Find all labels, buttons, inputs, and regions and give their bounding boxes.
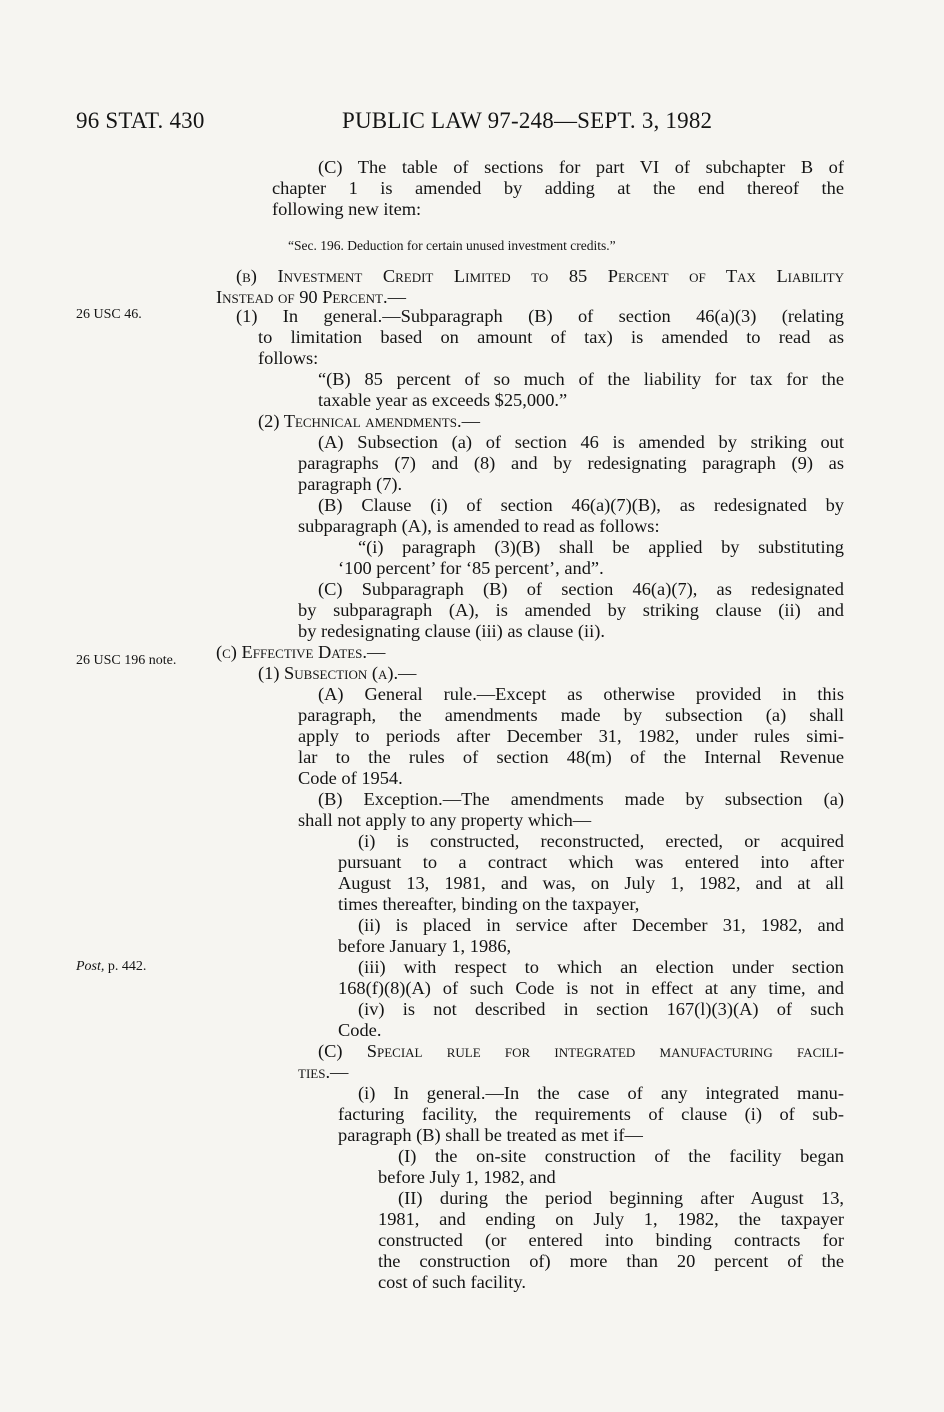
margin-citation-26-usc-196-note: 26 USC 196 note.	[76, 653, 177, 668]
text-line: (C) The table of sections for part VI of subchapter B of	[318, 157, 844, 177]
text-line: cost of such facility.	[378, 1272, 526, 1292]
text-line: 168(f)(8)(A) of such Code is not in effect at any time, and	[338, 978, 844, 998]
text-line: before July 1, 1982, and	[378, 1167, 556, 1187]
text-line: to limitation based on amount of tax) is amended to read as	[258, 327, 844, 347]
text-line: (I) the on-site construction of the facility began	[398, 1146, 844, 1166]
subparagraph-heading: ties.—	[298, 1062, 349, 1082]
text-line: Code of 1954.	[298, 768, 403, 788]
text-line: (B) Clause (i) of section 46(a)(7)(B), as redesignated by	[318, 495, 844, 515]
quoted-text-line: “(i) paragraph (3)(B) shall be applied by substituting	[358, 537, 844, 557]
text-line: (B) Exception.—The amendments made by subsection (a)	[318, 789, 844, 809]
text-line: (iii) with respect to which an election under section	[358, 957, 844, 977]
quoted-text-line: ‘100 percent’ for ‘85 percent’, and”.	[338, 558, 604, 578]
text-line: subparagraph (A), is amended to read as follows:	[298, 516, 660, 536]
text-line: (A) Subsection (a) of section 46 is amended by striking out	[318, 432, 844, 452]
quoted-text-line: taxable year as exceeds $25,000.”	[318, 390, 568, 410]
page-number-header: 96 STAT. 430	[76, 108, 205, 133]
subsection-heading: (c) Effective Dates.—	[216, 642, 386, 662]
text-line: paragraphs (7) and (8) and by redesignating paragraph (9) as	[298, 453, 844, 473]
text-line: (C) Subparagraph (B) of section 46(a)(7), as redesignated	[318, 579, 844, 599]
text-line: paragraph (B) shall be treated as met if—	[338, 1125, 643, 1145]
text-line: (i) is constructed, reconstructed, erected, or acquired	[358, 831, 844, 851]
running-title-header: PUBLIC LAW 97-248—SEPT. 3, 1982	[342, 108, 713, 133]
text-line: before January 1, 1986,	[338, 936, 512, 956]
text-line: paragraph (7).	[298, 474, 403, 494]
text-line: August 13, 1981, and was, on July 1, 1982, and at all	[338, 873, 844, 893]
margin-citation-italic: Post,	[76, 959, 105, 974]
subsection-heading: Instead of 90 Percent.—	[216, 287, 406, 307]
text-line: (1) In general.—Subparagraph (B) of section 46(a)(3) (relating	[236, 306, 844, 326]
text-line: following new item:	[272, 199, 422, 219]
margin-citation-26-usc-46: 26 USC 46.	[76, 307, 142, 322]
text-line: (A) General rule.—Except as otherwise provided in this	[318, 684, 844, 704]
paragraph-heading: (1) Subsection (a).—	[258, 663, 417, 683]
text-line: (II) during the period beginning after August 13,	[398, 1188, 844, 1208]
text-line: times thereafter, binding on the taxpayer,	[338, 894, 640, 914]
text-line: paragraph, the amendments made by subsection (a) shall	[298, 705, 844, 725]
text-line: (iv) is not described in section 167(l)(3)(A) of such	[358, 999, 844, 1019]
text-line: shall not apply to any property which—	[298, 810, 592, 830]
text-line: Code.	[338, 1020, 382, 1040]
text-line: constructed (or entered into binding contracts for	[378, 1230, 844, 1250]
text-line: lar to the rules of section 48(m) of the Internal Revenue	[298, 747, 844, 767]
subparagraph-heading: (C) Special rule for integrated manufacturing facili-	[318, 1041, 844, 1061]
paragraph-heading: (2) Technical amendments.—	[258, 411, 480, 431]
text-line: (ii) is placed in service after December 31, 1982, and	[358, 915, 844, 935]
margin-citation-rest: p. 442.	[104, 959, 147, 974]
text-line: apply to periods after December 31, 1982, under rules simi-	[298, 726, 844, 746]
text-line: facturing facility, the requirements of clause (i) of sub-	[338, 1104, 844, 1124]
inserted-table-item: “Sec. 196. Deduction for certain unused investment credits.”	[288, 238, 616, 253]
text-line: the construction of) more than 20 percent of the	[378, 1251, 844, 1271]
text-line: chapter 1 is amended by adding at the end thereof the	[272, 178, 844, 198]
quoted-text-line: “(B) 85 percent of so much of the liability for tax for the	[318, 369, 844, 389]
subsection-heading: (b) Investment Credit Limited to 85 Percent of Tax Liability	[236, 266, 844, 286]
text-line: by redesignating clause (iii) as clause (ii).	[298, 621, 605, 641]
text-line: by subparagraph (A), is amended by striking clause (ii) and	[298, 600, 844, 620]
text-line: pursuant to a contract which was entered into after	[338, 852, 844, 872]
text-line: 1981, and ending on July 1, 1982, the taxpayer	[378, 1209, 844, 1229]
text-line: (i) In general.—In the case of any integrated manu-	[358, 1083, 844, 1103]
margin-citation-post-p442	[76, 959, 146, 975]
text-line: follows:	[258, 348, 319, 368]
